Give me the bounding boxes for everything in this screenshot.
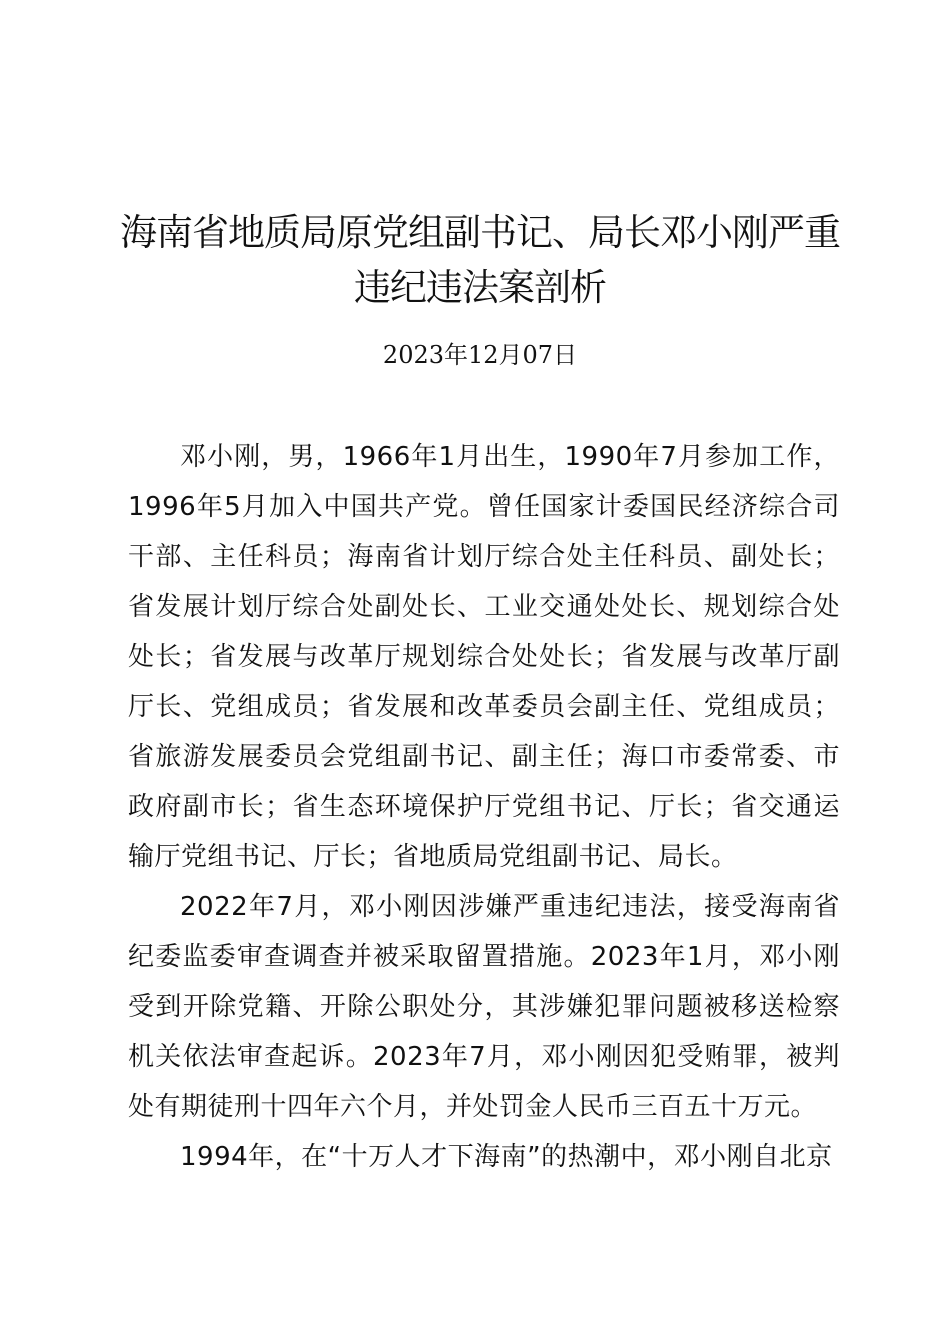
- paragraph: 邓小刚，男，1966年1月出生，1990年7月参加工作，1996年5月加入中国共产党。曾任国家计委国民经济综合司干部、主任科员；海南省计划厅综合处主任科员、副处长；省发展计划厅综合处副处长、工业交通处处长、规划综合处处长；省发展与改革厅规划综合处处长；省发展与改革厅副厅长、党组成员；省发展和改革委员会副主任、党组成员；省旅游发展委员会党组副书记、副主任；海口市委常委、市政府副市长；省生态环境保护厅党组书记、厅长；省交通运输厅党组书记、厅长；省地质局党组副书记、局长。: [128, 442, 840, 872]
- paragraph: 1994年，在“十万人才下海南”的热潮中，邓小刚自北京: [180, 1142, 833, 1172]
- document-body: [128, 432, 840, 1182]
- paragraph: 2022年7月，邓小刚因涉嫌严重违纪违法，接受海南省纪委监委审查调查并被采取留置措施。2023年1月，邓小刚受到开除党籍、开除公职处分，其涉嫌犯罪问题被移送检察机关依法审查起诉。2023年7月，邓小刚因犯受贿罪，被判处有期徒刑十四年六个月，并处罚金人民币三百五十万元。: [128, 892, 840, 1122]
- document-date: 2023年12月07日: [382, 341, 578, 369]
- document-title: 海南省地质局原党组副书记、局长邓小刚严重违纪违法案剖析: [120, 210, 840, 309]
